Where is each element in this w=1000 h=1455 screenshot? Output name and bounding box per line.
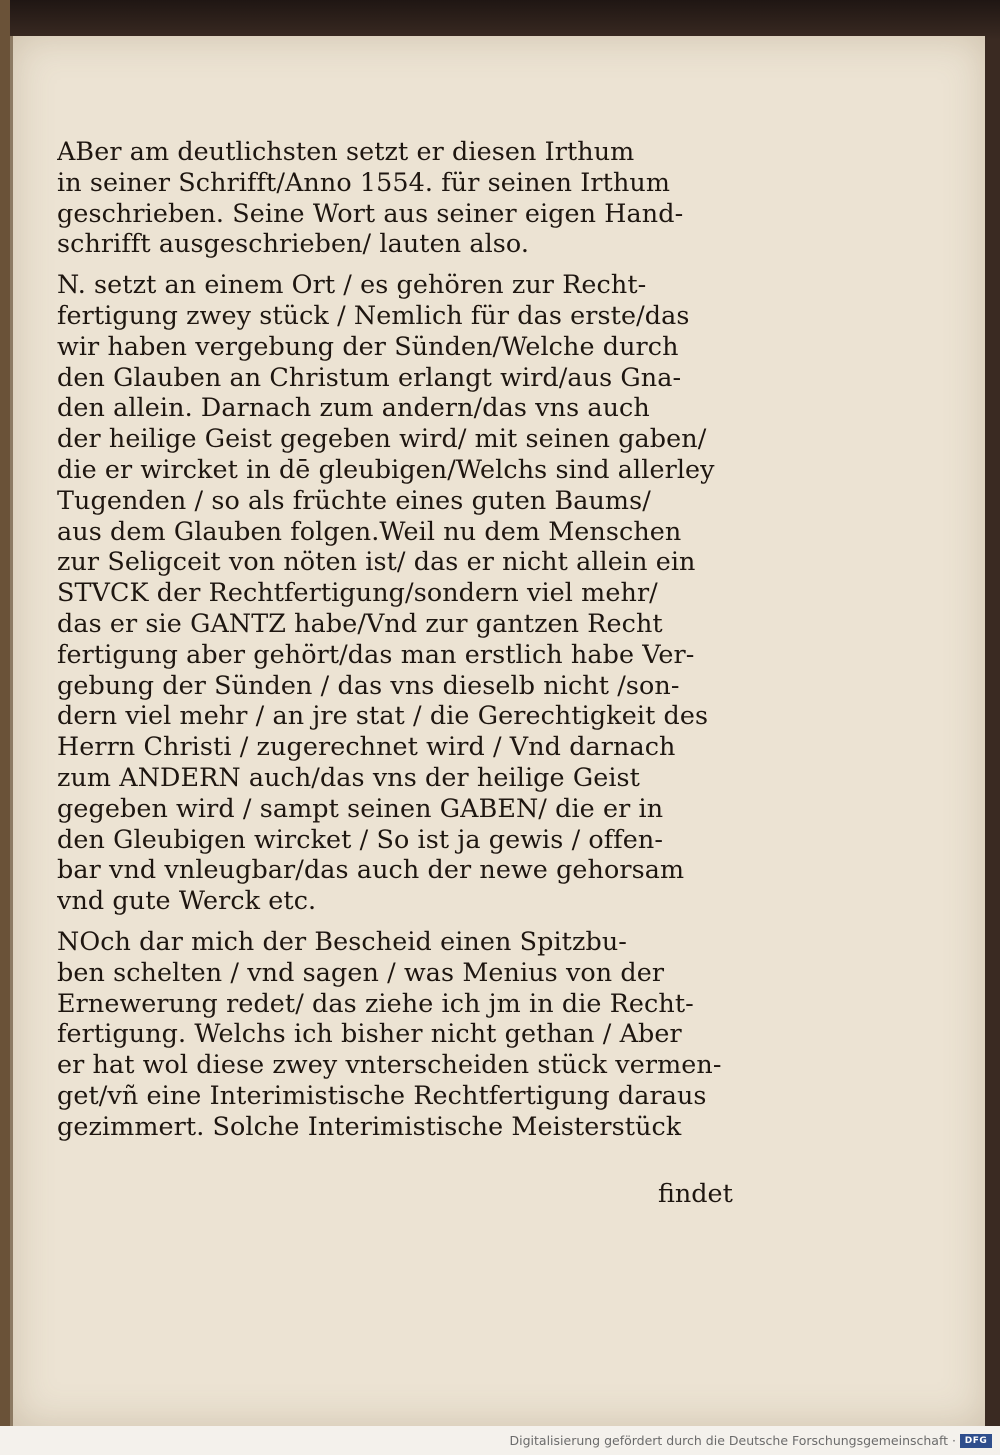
text-line: in seiner Schrifft/Anno 1554. für seinen Irthum: [57, 166, 671, 197]
text-line: Herrn Christi / zugerechnet wird / Vnd darnach: [57, 731, 676, 762]
text-line: er hat wol diese zwey vnterscheiden stück vermen-: [57, 1049, 722, 1080]
text-line: geschrieben. Seine Wort aus seiner eigen Hand-: [57, 197, 684, 228]
scan-left-edge: [0, 0, 10, 1426]
text-line: ben schelten / vnd sagen / was Menius von der: [57, 956, 665, 987]
text-line: N. setzt an einem Ort / es gehören zur Recht-: [57, 269, 647, 300]
text-line: wir haben vergebung der Sünden/Welche durch: [57, 330, 679, 361]
text-line: Ernewerung redet/ das ziehe ich jm in die Recht-: [57, 987, 694, 1018]
paragraph: [57, 136, 757, 259]
dfg-logo-icon: DFG: [960, 1434, 992, 1448]
text-line: zur Seligceit von nöten ist/ das er nicht allein ein: [57, 546, 696, 577]
scan-top-edge: [0, 0, 1000, 40]
text-line: das er sie GANTZ habe/Vnd zur gantzen Recht: [57, 607, 663, 638]
text-line: gebung der Sünden / das vns dieselb nicht /son-: [57, 669, 680, 700]
book-page: [10, 36, 985, 1426]
text-line: fertigung. Welchs ich bisher nicht gethan / Aber: [57, 1018, 682, 1049]
text-line: aus dem Glauben folgen.Weil nu dem Menschen: [57, 515, 682, 546]
page-text: [57, 136, 757, 1152]
text-line: Tugenden / so als früchte eines guten Baums/: [57, 484, 651, 515]
text-line: schrifft ausgeschrieben/ lauten also.: [57, 228, 530, 259]
paragraph: [57, 269, 757, 916]
text-line: den allein. Darnach zum andern/das vns auch: [57, 392, 650, 423]
footer-bar: [0, 1426, 1000, 1455]
catchword: findet: [658, 1178, 733, 1208]
paragraph: [57, 926, 757, 1142]
text-line: get/vñ eine Interimistische Rechtfertigung daraus: [57, 1079, 707, 1110]
text-line: fertigung aber gehört/das man erstlich habe Ver-: [57, 638, 695, 669]
text-line: gezimmert. Solche Interimistische Meisterstück: [57, 1110, 682, 1141]
text-line: den Glauben an Christum erlangt wird/aus Gna-: [57, 361, 682, 392]
text-line: die er wircket in dē gleubigen/Welchs sind allerley: [57, 453, 715, 484]
text-line: zum ANDERN auch/das vns der heilige Geist: [57, 761, 640, 792]
text-line: gegeben wird / sampt seinen GABEN/ die er in: [57, 792, 664, 823]
text-line: STVCK der Rechtfertigung/sondern viel mehr/: [57, 577, 658, 608]
text-line: fertigung zwey stück / Nemlich für das erste/das: [57, 299, 690, 330]
funding-credit: Digitalisierung gefördert durch die Deutsche Forschungsgemeinschaft ·: [509, 1433, 956, 1448]
text-line: vnd gute Werck etc.: [57, 885, 317, 916]
text-line: NOch dar mich der Bescheid einen Spitzbu-: [57, 925, 627, 956]
text-line: bar vnd vnleugbar/das auch der newe gehorsam: [57, 854, 685, 885]
text-line: den Gleubigen wircket / So ist ja gewis / offen-: [57, 823, 664, 854]
text-line: ABer am deutlichsten setzt er diesen Irthum: [57, 136, 635, 166]
text-line: der heilige Geist gegeben wird/ mit seinen gaben/: [57, 423, 707, 454]
text-line: dern viel mehr / an jre stat / die Gerechtigkeit des: [57, 700, 709, 731]
